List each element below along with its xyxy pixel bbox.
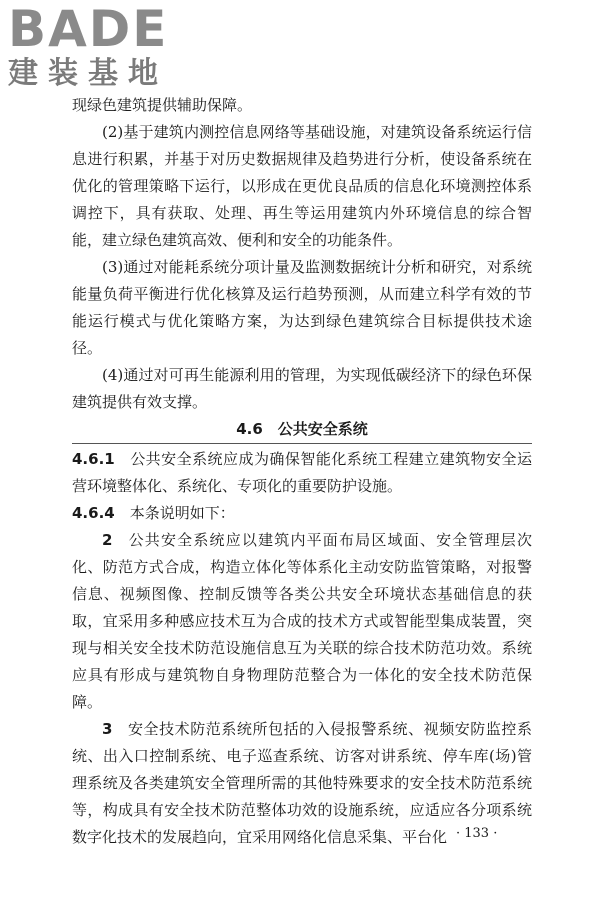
clause-item-2-text: 公共安全系统应以建筑内平面布局区域面、安全管理层次化、防范方式合成，构造立体化等体系化主动安防监管策略，对报警信息、视频图像、控制反馈等各类公共安全环境状态基础信息的获取，宜采用多种感应技术互为合成的技术方式或智能型集成装置，突现与相关安全技术防范设施信息互为关联的综合技术防范功效。系统应具有形成与建筑物自身物理防范整合为一体化的安全技术防范保障。 — [72, 531, 532, 711]
document-body — [72, 92, 532, 851]
page-number: · 133 · — [456, 826, 498, 841]
logo-subtitle: 建装基地 — [8, 56, 168, 91]
paragraph-item-2: (2)基于建筑内测控信息网络等基础设施，对建筑设备系统运行信息进行积累，并基于对历史数据规律及趋势进行分析，使设备系统在优化的管理策略下运行，以形成在更优良品质的信息化环境测控体系调控下，具有获取、处理、再生等运用建筑内外环境信息的综合智能，建立绿色建筑高效、便利和安全的功能条件。 — [72, 123, 532, 249]
bade-logo — [8, 0, 178, 91]
clause-4-6-4-text: 本条说明如下： — [129, 504, 235, 522]
clause-4-6-1-text: 公共安全系统应成为确保智能化系统工程建立建筑物安全运营环境整体化、系统化、专项化的重要防护设施。 — [72, 450, 532, 495]
clause-4-6-4 — [72, 500, 532, 527]
paragraph-item-4: (4)通过对可再生能源利用的管理，为实现低碳经济下的绿色环保建筑提供有效支撑。 — [72, 366, 532, 411]
clause-4-6-4-label: 4.6.4 — [72, 504, 115, 522]
logo-brand: BADE — [8, 0, 169, 58]
section-divider — [72, 443, 532, 444]
section-number: 4.6 — [236, 420, 263, 438]
clause-item-3-label: 3 — [102, 720, 113, 738]
section-heading — [72, 416, 532, 443]
clause-item-2-label: 2 — [102, 531, 113, 549]
section-title: 公共安全系统 — [277, 420, 368, 438]
paragraph-continued: 现绿色建筑提供辅助保障。 — [72, 96, 253, 114]
paragraph-item-3: (3)通过对能耗系统分项计量及监测数据统计分析和研究，对系统能量负荷平衡进行优化核算及运行趋势预测，从而建立科学有效的节能运行模式与优化策略方案，为达到绿色建筑综合目标提供技术途径。 — [72, 258, 532, 357]
clause-4-6-1-label: 4.6.1 — [72, 450, 115, 468]
clause-item-3-text: 安全技术防范系统所包括的入侵报警系统、视频安防监控系统、出入口控制系统、电子巡查系统、访客对讲系统、停车库(场)管理系统及各类建筑安全管理所需的其他特殊要求的安全技术防范系统等，构成具有安全技术防范整体功效的设施系统，应适应各分项系统数字化技术的发展趋向，宜采用网络化信息采集、平台化 — [72, 720, 532, 846]
clause-item-2 — [72, 527, 532, 716]
clause-4-6-1 — [72, 446, 532, 500]
